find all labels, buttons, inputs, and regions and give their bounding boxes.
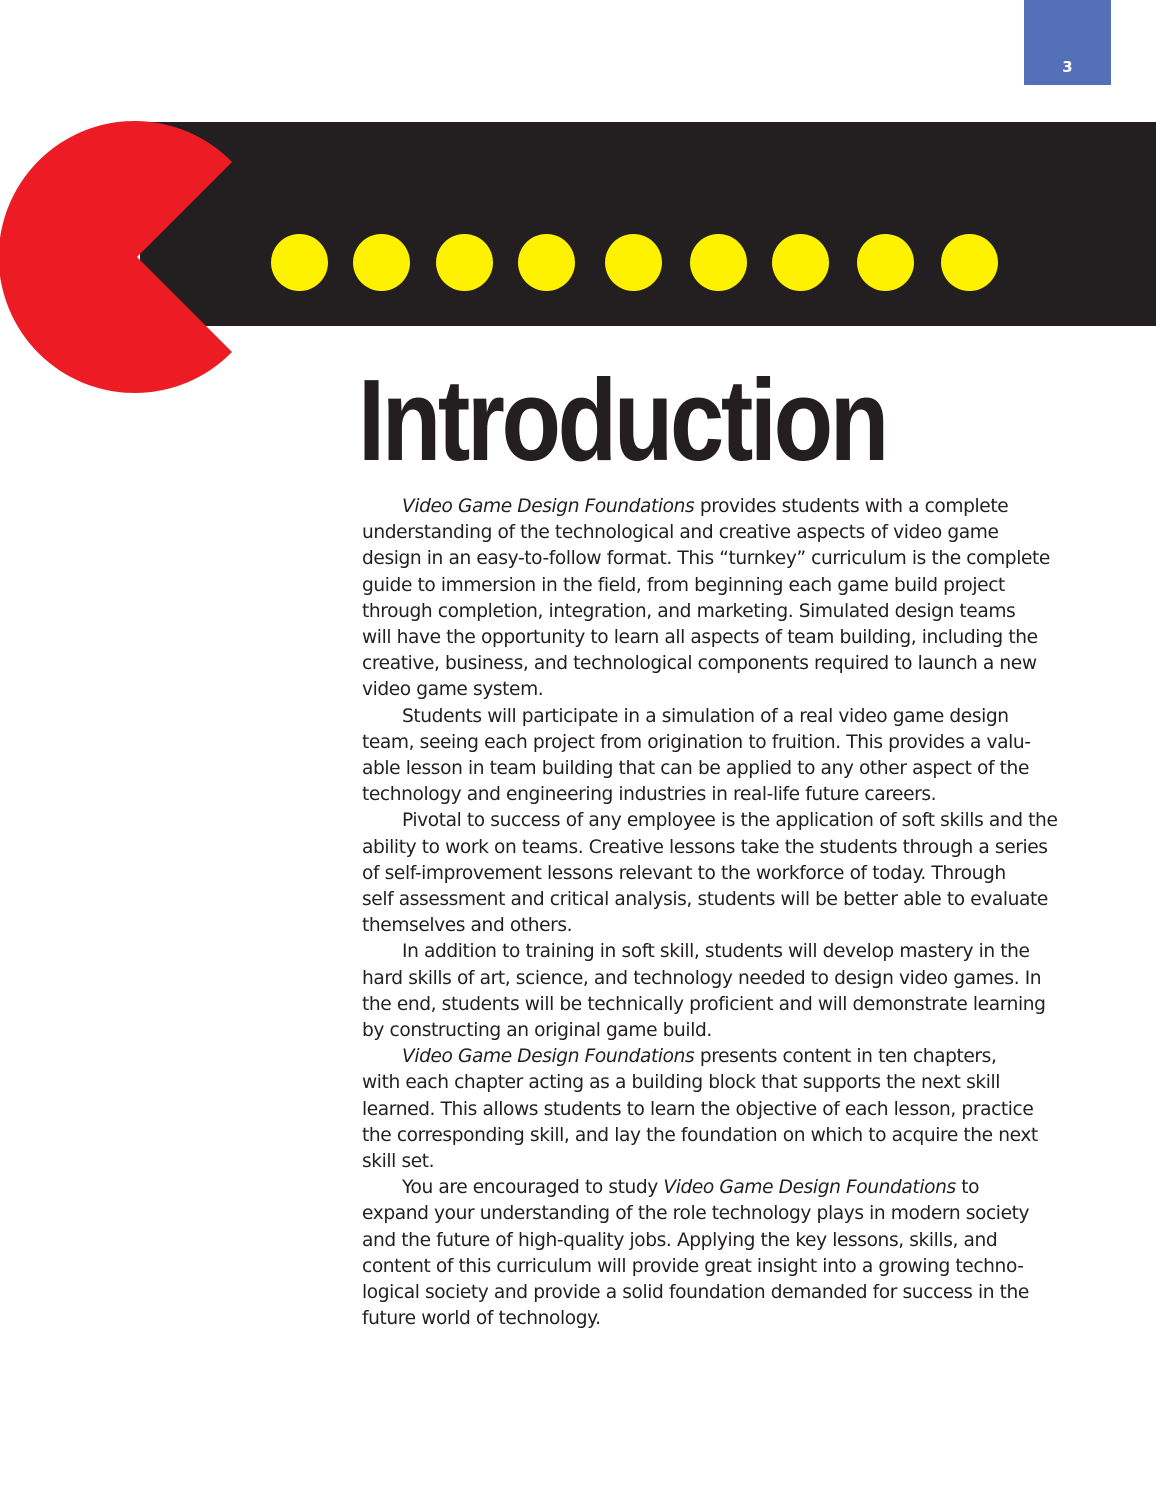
text-span: You are encouraged to study: [402, 1177, 664, 1199]
page-title: Introduction: [358, 355, 886, 485]
text-line: through completion, integration, and marketing. Simulated design teams: [362, 600, 1016, 622]
pellet-dot-icon: [690, 234, 747, 291]
text-line: hard skills of art, science, and technology needed to design video games. In: [362, 967, 1042, 989]
introduction-body: [362, 494, 1092, 1333]
pellet-dot-icon: [605, 234, 662, 291]
text-line: creative, business, and technological components required to launch a new: [362, 653, 1037, 675]
pellet-dot-icon: [772, 234, 829, 291]
text-line: team, seeing each project from origination to fruition. This provides a valu-: [362, 731, 1031, 753]
pellet-dot-icon: [436, 234, 493, 291]
book-title-italic: Video Game Design Foundations: [402, 1046, 695, 1068]
text-line: technology and engineering industries in real-life future careers.: [362, 784, 937, 806]
text-line: will have the opportunity to learn all aspects of team building, including the: [362, 627, 1038, 649]
pellet-dot-icon: [271, 234, 328, 291]
text-line: content of this curriculum will provide great insight into a growing techno-: [362, 1255, 1024, 1277]
text-line: themselves and others.: [362, 915, 573, 937]
text-line: [362, 1044, 1092, 1070]
text-line: [362, 1175, 1092, 1201]
text-span: provides students with a complete: [694, 496, 1009, 517]
pellet-dot-icon: [353, 234, 410, 291]
text-line: self assessment and critical analysis, students will be better able to evaluate: [362, 889, 1048, 911]
page-number: 3: [1062, 58, 1073, 76]
book-title-italic: Video Game Design Foundations: [663, 1177, 956, 1199]
paragraph-6: [362, 1175, 1092, 1332]
text-line: with each chapter acting as a building block that supports the next skill: [362, 1072, 1001, 1094]
text-line: skill set.: [362, 1151, 435, 1173]
text-line: by constructing an original game build.: [362, 1020, 712, 1042]
paragraph-3: [362, 808, 1092, 939]
text-line: video game system.: [362, 679, 544, 701]
book-title-italic: Video Game Design Foundations: [402, 496, 695, 517]
header-banner: [140, 122, 1156, 326]
text-line: learned. This allows students to learn the objective of each lesson, practice: [362, 1098, 1034, 1120]
text-line: ability to work on teams. Creative lessons take the students through a series: [362, 836, 1048, 858]
text-line: future world of technology.: [362, 1308, 601, 1330]
pacman-icon: [0, 0, 260, 400]
paragraph-1: [362, 494, 1092, 704]
text-line: Students will participate in a simulation of a real video game design: [402, 705, 1009, 727]
text-line: expand your understanding of the role technology plays in modern society: [362, 1203, 1030, 1225]
text-line: the corresponding skill, and lay the foundation on which to acquire the next: [362, 1124, 1038, 1146]
pellet-dot-icon: [941, 234, 998, 291]
text-line: [362, 494, 1092, 520]
text-line: logical society and provide a solid foundation demanded for success in the: [362, 1282, 1029, 1304]
text-line: design in an easy-to-follow format. This “turnkey” curriculum is the complete: [362, 548, 1050, 570]
pellet-dot-icon: [857, 234, 914, 291]
text-line: guide to immersion in the field, from beginning each game build project: [362, 574, 1005, 596]
text-span: presents content in ten chapters,: [694, 1046, 997, 1068]
text-line: the end, students will be technically proficient and will demonstrate learning: [362, 993, 1046, 1015]
text-line: of self-improvement lessons relevant to the workforce of today. Through: [362, 862, 1006, 884]
text-line: able lesson in team building that can be applied to any other aspect of the: [362, 758, 1029, 780]
pellet-dot-icon: [518, 234, 575, 291]
paragraph-5: [362, 1044, 1092, 1175]
paragraph-4: [362, 939, 1092, 1044]
text-line: and the future of high-quality jobs. Applying the key lessons, skills, and: [362, 1229, 998, 1251]
text-span: to: [955, 1177, 980, 1199]
pacman-body: [0, 121, 232, 393]
text-line: Pivotal to success of any employee is the application of soft skills and the: [402, 810, 1058, 832]
text-line: understanding of the technological and creative aspects of video game: [362, 522, 999, 544]
text-line: In addition to training in soft skill, students will develop mastery in the: [402, 941, 1030, 963]
paragraph-2: [362, 704, 1092, 809]
